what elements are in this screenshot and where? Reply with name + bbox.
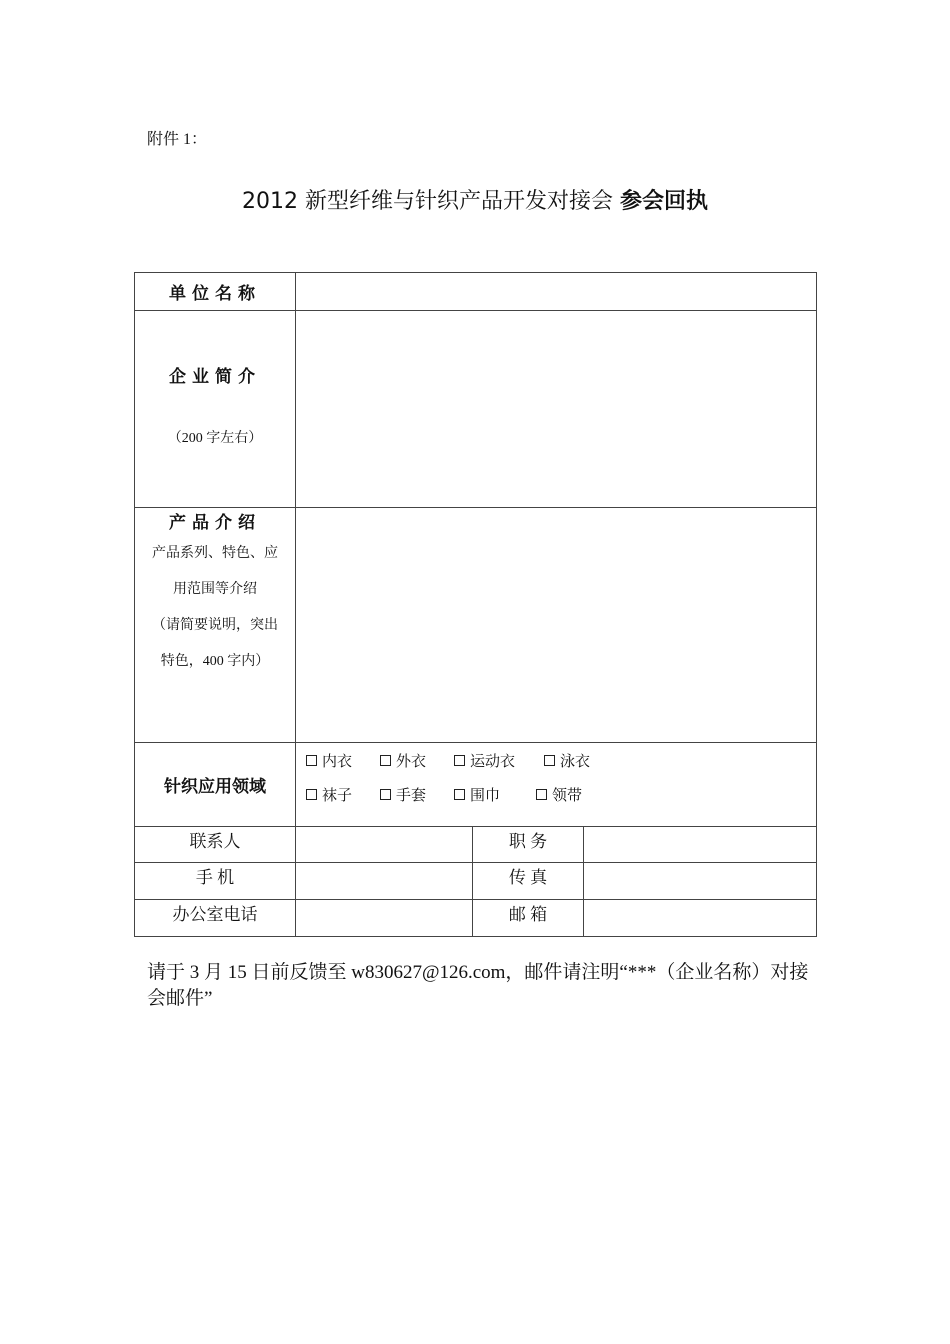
- product-note-1: 产品系列、特色、应: [152, 546, 278, 561]
- checkbox-tie[interactable]: 领带: [536, 784, 582, 805]
- intro-note: （200 字左右）: [167, 430, 263, 446]
- email-field[interactable]: [584, 900, 817, 937]
- position-label: 职 务: [473, 827, 584, 863]
- checkbox-outerwear[interactable]: 外衣: [380, 750, 454, 771]
- product-label-cell: [135, 508, 296, 743]
- checkbox-icon: [306, 755, 317, 766]
- mobile-label: 手 机: [135, 863, 296, 900]
- product-field[interactable]: [296, 508, 817, 743]
- contact-field[interactable]: [296, 827, 473, 863]
- intro-label-cell: [135, 311, 296, 508]
- options-row-1: [306, 743, 816, 777]
- checkbox-scarf[interactable]: 围巾: [454, 784, 536, 805]
- checkbox-icon: [454, 789, 465, 800]
- product-note-4: 特色，400 字内）: [160, 654, 270, 669]
- email-label: 邮 箱: [473, 900, 584, 937]
- office-phone-label: 办公室电话: [135, 900, 296, 937]
- title-main: 2012 新型纤维与针织产品开发对接会: [242, 189, 613, 214]
- checkbox-socks[interactable]: 袜子: [306, 784, 380, 805]
- unit-name-label: 单位名称: [135, 273, 296, 311]
- intro-field[interactable]: [296, 311, 817, 508]
- office-phone-field[interactable]: [296, 900, 473, 937]
- checkbox-icon: [454, 755, 465, 766]
- checkbox-icon: [536, 789, 547, 800]
- checkbox-gloves[interactable]: 手套: [380, 784, 454, 805]
- intro-label: 企业简介: [169, 366, 261, 387]
- registration-form: [134, 272, 817, 937]
- mobile-field[interactable]: [296, 863, 473, 900]
- checkbox-swimwear[interactable]: 泳衣: [544, 750, 590, 771]
- checkbox-icon: [380, 755, 391, 766]
- options-row-2: [306, 777, 816, 811]
- position-field[interactable]: [584, 827, 817, 863]
- checkbox-icon: [380, 789, 391, 800]
- checkbox-icon: [306, 789, 317, 800]
- checkbox-icon: [544, 755, 555, 766]
- fax-field[interactable]: [584, 863, 817, 900]
- application-options: [296, 743, 817, 827]
- checkbox-sportswear[interactable]: 运动衣: [454, 750, 544, 771]
- product-note-2: 用范围等介绍: [173, 582, 257, 597]
- product-label: 产品介绍: [169, 513, 261, 533]
- attachment-label: 附件 1：: [147, 131, 208, 148]
- application-label: 针织应用领域: [135, 743, 296, 827]
- product-note-3: （请简要说明，突出: [152, 618, 278, 633]
- page-title: [0, 184, 950, 215]
- footer-instruction: 请于 3 月 15 日前反馈至 w830627@126.com，邮件请注明“***（企业名称）对接会邮件”: [147, 962, 809, 1009]
- contact-label: 联系人: [135, 827, 296, 863]
- title-bold: 参会回执: [619, 189, 708, 214]
- unit-name-field[interactable]: [296, 273, 817, 311]
- checkbox-underwear[interactable]: 内衣: [306, 750, 380, 771]
- fax-label: 传 真: [473, 863, 584, 900]
